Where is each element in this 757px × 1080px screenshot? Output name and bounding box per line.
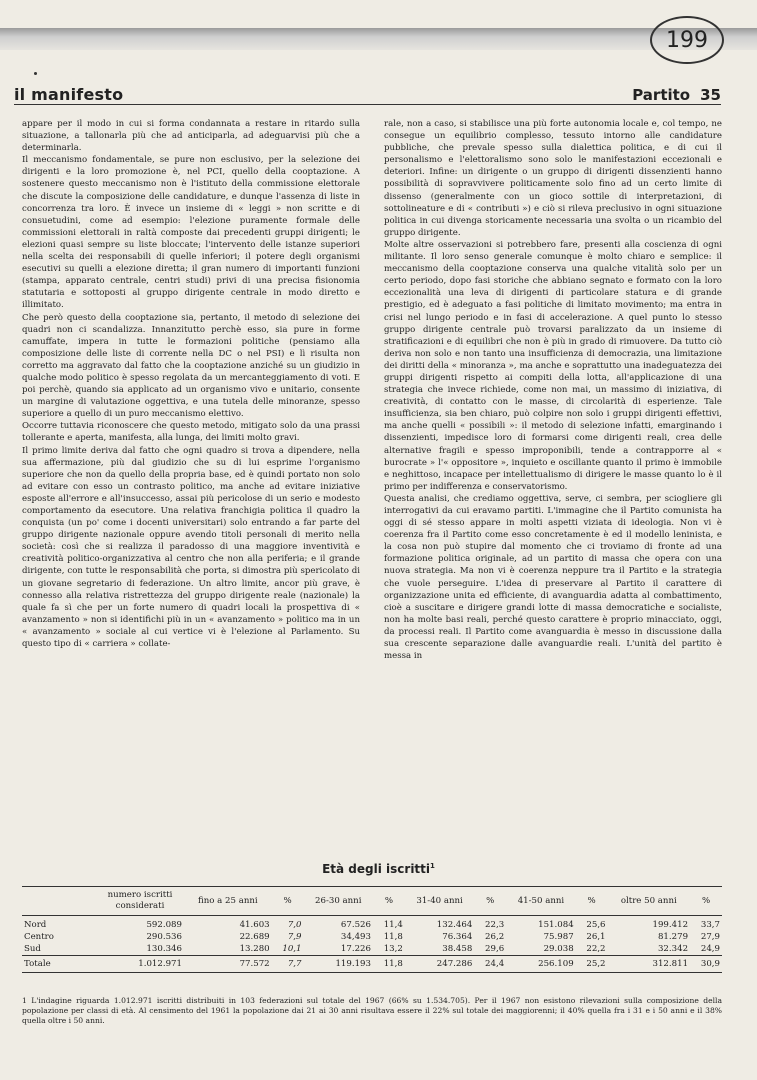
header-cell: % (272, 887, 304, 916)
cell: 7,9 (287, 932, 302, 942)
paragraph: Occorre tuttavia riconoscere che questo metodo, mitigato solo da una prassi tollerante e aperta, manifesta, alla lunga, dei limiti molto gravi. (22, 421, 360, 444)
cell: 13,2 (383, 944, 403, 954)
cell: 30,9 (690, 956, 722, 973)
cell: 7,0 (287, 920, 302, 930)
table-row (22, 916, 722, 932)
table-row (22, 943, 722, 956)
table-row (22, 931, 722, 943)
paragraph: Questa analisi, che crediamo oggettiva, serve, ci sembra, per sciogliere gli interrogativi da cui eravamo partiti. L'immagine che il Partito comunista ha oggi di sé stesso appare in molti aspetti viziata di ideologia. Non vi è coerenza fra il Partito come esso concretamente è ed il modello leninista, e la cosa non può stupire dal momento che ci troviamo di fronte ad una formazione politica originale, ad un partito di massa che opera con una nuova strategia. Ma non vi è coerenza neppure tra il Partito e la strategia che vuole perseguire. L'idea di preservare al Partito il carattere di organizzazione unita ed efficiente, di avanguardia adatta al combattimento, cioè a suscitare e dirigere grandi lotte di massa democratiche e socialiste, non ha molte basi reali, perché questo carattere è proprio minacciato, oggi, da processi reali. Il Partito come avanguardia è messo in discussione dalla sua crescente separazione dalle avanguardie reali. L'unità del partito è messa in (384, 493, 722, 662)
cell: 312.811 (608, 956, 691, 973)
row-label: Totale (22, 956, 96, 973)
cell: 81.279 (657, 932, 689, 942)
cell: 24,4 (474, 956, 506, 973)
masthead: il manifesto (14, 85, 124, 104)
cell: 11,4 (383, 920, 403, 930)
cell: 26,1 (586, 932, 606, 942)
article-body (22, 118, 722, 848)
paragraph: Molte altre osservazioni si potrebbero fare, presenti alla coscienza di ogni militante. Il loro senso generale comunque è molto chiaro e semplice: il meccanismo della cooptazione conserva una qualche vitalità solo per un certo periodo, dopo fasi storiche che abbiano segnato e formato con la loro eccezionalità una leva di dirigenti di particolare statura e di grande prestigio, ed è adeguato a fasi politiche di limitato movimento; ma entra in crisi nel lungo periodo e in fasi di accelerazione. A quel punto lo stesso gruppo dirigente centrale può trovarsi paralizzato da un insieme di stratificazioni e di equilibri che non è più in grado di rimuovere. Da tutto ciò deriva non solo e non tanto una insufficienza di democrazia, una limitazione dei diritti della « minoranza », ma anche e soprattutto una inadeguatezza dei gruppi dirigenti rispetto ai compiti della lotta, all'applicazione di una strategia che invece richiede, come non mai, un massimo di iniziativa, di creatività, di contatto con le masse, di circolarità di esperienze. Tale insufficienza, sia ben chiaro, può colpire non solo i gruppi dirigenti effettivi, ma anche quelli « possibili »: il metodo di selezione infatti, emarginando i dissenzienti, impedisce loro di formarsi come dirigenti reali, crea delle alternative fragili e spesso improponibili, tende a contrapporre al « burocrate » l'« oppositore », inquieto e oscillante quanto il primo è immobile e neghittoso, incapace per intellettualismo di dirigere le masse quanto lo è il primo per indifferenza e conservatorismo. (384, 239, 722, 492)
cell: 76.364 (442, 932, 473, 942)
cell: 119.193 (304, 956, 373, 973)
header-cell: numero iscritti considerati (96, 887, 184, 916)
cell: 41.603 (239, 920, 270, 930)
cell: 67.526 (340, 920, 371, 930)
right-column (384, 118, 722, 848)
header-cell: 41-50 anni (506, 887, 575, 916)
header-cell: % (690, 887, 722, 916)
cell: 256.109 (506, 956, 575, 973)
cell: 1.012.971 (96, 956, 184, 973)
page-header (14, 80, 721, 105)
cell: 22.689 (239, 932, 270, 942)
cell: 34,493 (340, 932, 371, 942)
header-cell: % (474, 887, 506, 916)
header-cell: % (373, 887, 405, 916)
header-cell: 26-30 anni (304, 887, 373, 916)
paragraph: Il primo limite deriva dal fatto che ogni quadro si trova a dipendere, nella sua affermazione, più dal giudizio che su di lui esprime l'organismo superiore che non da quello della propria base, ed è quindi portato non solo ad evitare con esso un contrasto politico, ma anche ad evitare iniziative esposte all'errore e all'insuccesso, assai più pericolose di un serio e modesto comportamento da esecutore. Una relativa franchigia politica il quadro la conquista (un po' come i docenti universitari) solo entrando a far parte del gruppo dirigente nazionale oppure avendo titoli personali di merito nella società: così che si realizza il paradosso di una maggiore inventività e creatività politico-organizzativa al centro che non alla periferia; e il grande dirigente, con tutte le responsabilità che porta, si dimostra più spericolato di un giovane segretario di federazione. Un altro limite, ancor più grave, è connesso alla relativa ristrettezza del gruppo dirigente reale (nazionale) la quale fa sì che per un forte numero di quadri locali la prospettiva di « avanzamento » non si identifichi più in un « avanzamento » politico ma in un « avanzamento » sociale al cui vertice vi è l'elezione al Parlamento. Su questo tipo di « carriera » collate- (22, 445, 360, 650)
cell: 27,9 (700, 932, 720, 942)
paragraph: rale, non a caso, si stabilisce una più forte autonomia locale e, col tempo, ne consegue un equilibrio complesso, tessuto intorno alle candidature pubbliche, che prevale spesso sulla dialettica politica, e di cui il personalismo e l'elettoralismo sono solo le manifestazioni eccezionali e deteriori. Infine: un dirigente o un gruppo di dirigenti dissenzienti hanno possibilità di sopravvivere politicamente solo fino ad un certo limite di dissenso (generalmente con un gioco sottile di interpretazioni, di sottolineature e di « contributi ») e ciò si rileva preclusivo in ogni situazione politica in cui divenga storicamente necessaria una svolta o un ricambio del gruppo dirigente. (384, 119, 722, 238)
cell: 592.089 (146, 920, 182, 930)
cell: 7,7 (272, 956, 304, 973)
cell: 33,7 (700, 920, 720, 930)
cell: 25,2 (576, 956, 608, 973)
table-title: Età degli iscritti$^1$ (322, 862, 435, 876)
cell: 22,2 (586, 944, 606, 954)
age-table (22, 886, 722, 973)
table-total-row (22, 956, 722, 973)
paragraph: Il meccanismo fondamentale, se pure non esclusivo, per la selezione dei dirigenti e la loro promozione è, nel PCI, quello della cooptazione. A sostenere questo meccanismo non è l'istituto della commissione elettorale che discute la composizione delle candidature, e dunque l'assenza di liste in concorrenza tra loro. È invece un insieme di « leggi » non scritte e di consuetudini, come ad esempio: l'elezione puramente formale delle commissioni elettorali in raltà composte dai precedenti gruppi dirigenti; le elezioni quasi sempre su liste bloccate; l'intervento delle istanze superiori nella scelta dei responsabili di quelle inferiori; il potere degli organismi esecutivi su quelli a elezione diretta; il gran numero di importanti funzioni (stampa, apparato centrale, centri studi) privi di una precisa fisionomia statutaria e sottoposti al gruppo dirigente centrale in modo diretto e illimitato. (22, 155, 360, 311)
cell: 10,1 (282, 944, 302, 954)
cell: 32.342 (657, 944, 689, 954)
table-header-row (22, 887, 722, 916)
footnote: 1 L'indagine riguarda 1.012.971 iscritti distribuiti in 103 federazioni sul totale del 1967 (66% su 1.534.705). Per il 1967 non esistono rilevazioni sulla composizione della popolazione per classi di età. Al censimento del 1961 la popolazione dai 21 ai 30 anni risultava essere il 22% sul totale dei maggiorenni; il 40% quella fra i 31 e i 50 anni e il 38% quella oltre i 50 anni. (22, 996, 722, 1025)
cell: 24,9 (700, 944, 720, 954)
cell: 11,8 (373, 956, 405, 973)
header-cell: 31-40 anni (405, 887, 474, 916)
cell: 151.084 (538, 920, 574, 930)
section-title (632, 86, 721, 104)
cell: 77.572 (184, 956, 272, 973)
cell: 290.536 (146, 932, 182, 942)
header-cell (22, 887, 96, 916)
cell: 199.412 (652, 920, 689, 930)
left-column (22, 118, 360, 848)
cell: 130.346 (146, 944, 182, 954)
cell: 11,8 (383, 932, 403, 942)
header-cell: fino a 25 anni (184, 887, 272, 916)
cell: 29,6 (485, 944, 505, 954)
cell: 22,3 (485, 920, 505, 930)
footnote-marker: 1 (430, 862, 435, 870)
cell: 75.987 (543, 932, 574, 942)
page-number: 35 (700, 86, 721, 104)
section-name: Partito (632, 86, 691, 104)
cell: 26,2 (485, 932, 505, 942)
cell: 38.458 (442, 944, 473, 954)
cell: 13.280 (239, 944, 270, 954)
header-cell: oltre 50 anni (608, 887, 691, 916)
cell: 17.226 (340, 944, 371, 954)
scan-dot (34, 72, 37, 75)
handwritten-folio-number: 199 (650, 16, 724, 64)
row-label: Centro (24, 932, 54, 942)
row-label: Sud (24, 944, 41, 954)
cell: 132.464 (436, 920, 473, 930)
scan-top-band (0, 28, 757, 50)
header-cell: % (576, 887, 608, 916)
cell: 25,6 (586, 920, 606, 930)
paragraph: appare per il modo in cui si forma condannata a restare in ritardo sulla situazione, a tallonarla più che ad anticiparla, ad adeguarvisi più che a determinarla. (22, 119, 360, 154)
cell: 29.038 (543, 944, 574, 954)
cell: 247.286 (405, 956, 474, 973)
paragraph: Che però questo della cooptazione sia, pertanto, il metodo di selezione dei quadri non ci scandalizza. Innanzitutto perchè esso, sia pure in forme camuffate, impera in tutte le formazioni politiche (pensiamo alla composizione delle liste di corrente nella DC o nel PSI) e lì risulta non corretto ma aggravato dal fatto che la cooptazione anziché su un giudizio in qualche modo politico è spesso regolata da un mercanteggiamento di voti. E poi perchè, quando sia applicato ad un organismo vivo e unitario, consente un margine di valutazione oggettiva, e una tutela delle minoranze, spesso superiore a quello di un puro meccanismo elettivo. (22, 312, 360, 420)
row-label: Nord (24, 920, 47, 930)
